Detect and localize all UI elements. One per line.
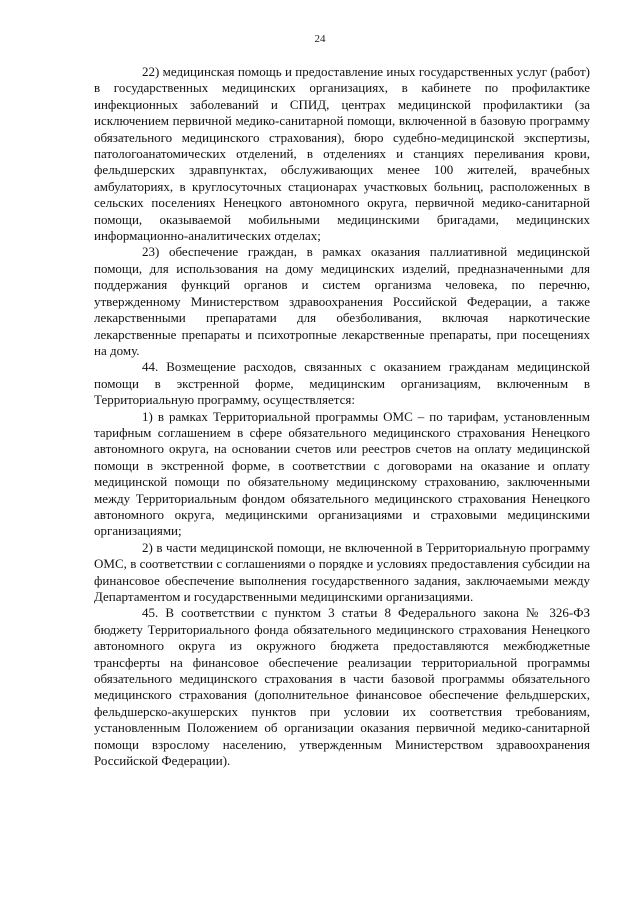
paragraph-clause-44-item-2: 2) в части медицинской помощи, не включенной в Территориальную программу ОМС, в соответствии с соглашениями о порядке и условиях предоставления субсидии на финансовое обеспечение выполнения государственного задания, заключаемыми между Департаментом и государственными медицинскими организациями. [94,539,590,604]
page-number: 24 [314,33,326,45]
paragraph-clause-44-item-1: 1) в рамках Территориальной программы ОМС – по тарифам, установленным тарифным соглашением в сфере обязательного медицинского страхования Ненецкого автономного округа, на основании счетов или реестров счетов на оплату медицинской помощи в экстренной форме, в соответствии с договорами на оказание и оплату медицинской помощи по обязательному медицинскому страхованию, заключенными между Территориальным фондом обязательного медицинского страхования Ненецкого автономного округа, медицинскими организациями и страховыми медицинскими организациями; [94,408,590,539]
paragraph-clause-45: 45. В соответствии с пунктом 3 статьи 8 Федерального закона № 326-ФЗ бюджету Территориального фонда обязательного медицинского страхования Ненецкого автономного округа из окружного бюджета предоставляются межбюджетные трансферты на финансовое обеспечение реализации территориальной программы обязательного медицинского страхования в части базовой программы обязательного медицинского страхования (дополнительное финансовое обеспечение фельдшерских, фельдшерско-акушерских пунктов при условии их соответствия требованиям, установленным Положением об организации оказания первичной медико-санитарной помощи взрослому населению, утвержденным Министерством здравоохранения Российской Федерации). [94,605,590,769]
paragraph-clause-44: 44. Возмещение расходов, связанных с оказанием гражданам медицинской помощи в экстренной форме, медицинским организациям, включенным в Территориальную программу, осуществляется: [94,359,590,408]
document-body [94,64,590,769]
paragraph-item-22: 22) медицинская помощь и предоставление иных государственных услуг (работ) в государственных медицинских организациях, в кабинете по профилактике инфекционных заболеваний и СПИД, центрах медицинской профилактики (за исключением первичной медико-санитарной помощи, включенной в базовую программу обязательного медицинского страхования), бюро судебно-медицинской экспертизы, патологоанатомических отделений, в отделениях и станциях переливания крови, фельдшерских здравпунктах, обслуживающих менее 100 жителей, врачебных амбулаториях, в круглосуточных стационарах участковых больниц, расположенных в сельских поселениях Ненецкого автономного округа, первичной медико-санитарной помощи, оказываемой мобильными медицинскими бригадами, медицинских информационно-аналитических отделах; [94,64,590,244]
paragraph-item-23: 23) обеспечение граждан, в рамках оказания паллиативной медицинской помощи, для использования на дому медицинских изделий, предназначенными для поддержания функций органов и систем организма человека, по перечню, утвержденному Министерством здравоохранения Российской Федерации, а также лекарственными препаратами для обезболивания, включая наркотические лекарственные препараты и психотропные лекарственные препараты, при посещениях на дому. [94,244,590,358]
